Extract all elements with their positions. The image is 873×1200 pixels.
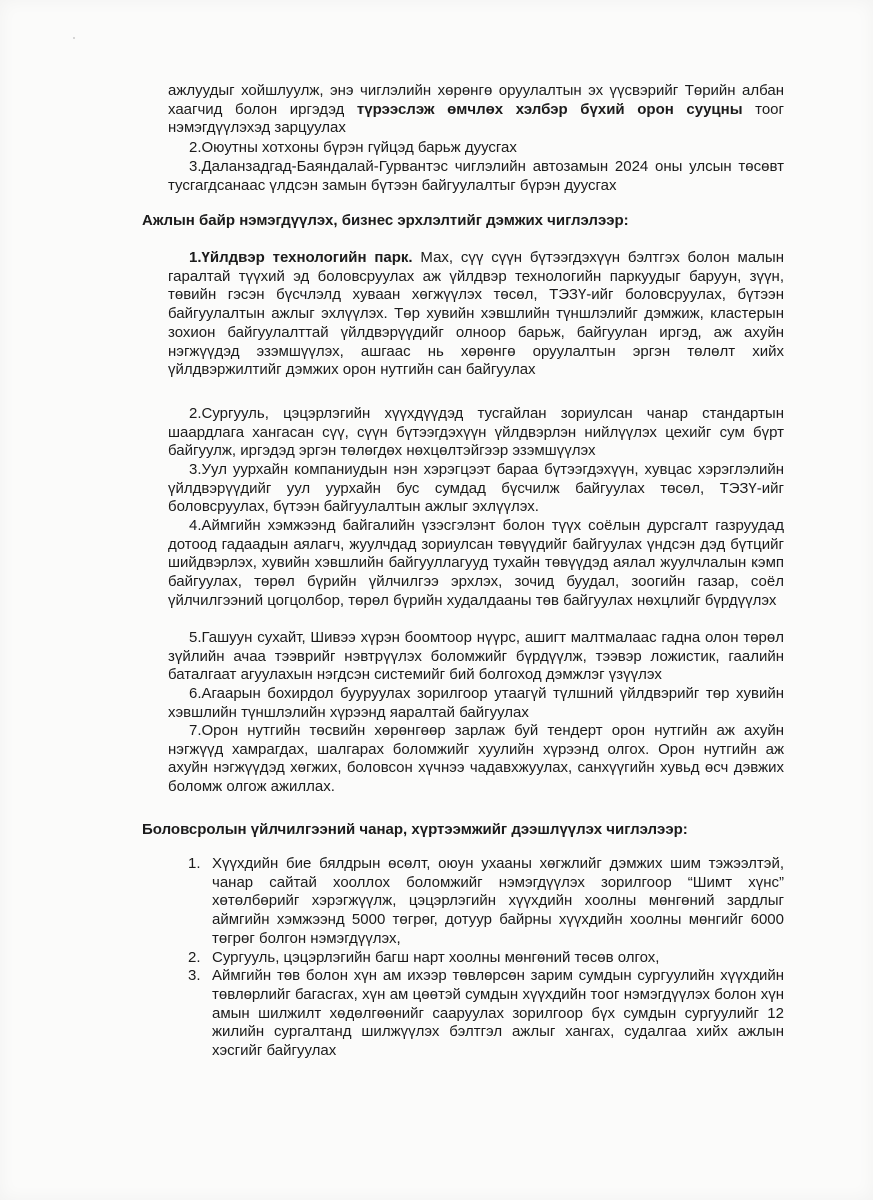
intro-item-3: 3.Даланзадгад-Баяндалай-Гурвантэс чиглэлийн автозамын 2024 оны улсын төсөвт тусгагдсанаас үлдсэн замын бүтээн байгуулалтыг бүрэн дуусгах — [168, 158, 784, 194]
jobs-item-1-lead: 1.Үйлдвэр технологийн парк. — [189, 249, 413, 266]
jobs-item-7: 7.Орон нутгийн төсвийн хөрөнгөөр зарлаж буй тендерт орон нутгийн аж ахуйн нэгжүүд хамрагдах, шалгарах боломжийг хуулийн хүрээнд олгох. Орон нутгийн аж ахуйн нэгжүүдэд хөгжих, боловсон хүчнээ чадавхжуулах, санхүүгийн хувьд өсч дэвжих боломж олгож ажиллах. — [168, 722, 784, 796]
list-item — [168, 949, 784, 968]
list-item-number: 2. — [188, 948, 201, 966]
intro-bold-text: түрээслэж өмчлөх хэлбэр бүхий орон сууцны — [356, 100, 743, 118]
intro-text-1: ажлуудыг хойшлуулж, энэ чиглэлийн хөрөнгө оруулалтын эх үүсвэрийг Төрийн албан хаагчид болон иргэдэд — [168, 82, 784, 118]
list-item — [168, 967, 784, 1061]
jobs-item-5: 5.Гашуун сухайт, Шивээ хүрэн боомтоор нүүрс, ашигт малтмалаас гадна олон төрөл зүйлийн ачаа тээврийг нэвтрүүлэх боломжийг бүрдүүлж, тээвэр ложистик, гаалийн баталгаат агуулахын нэгдсэн системийг бий болгоход дэмжлэг үзүүлэх — [168, 629, 784, 684]
section-heading-education: Боловсролын үйлчилгээний чанар, хүртээмжийг дээшлүүлэх чиглэлээр: — [142, 821, 688, 838]
jobs-item-3: 3.Уул уурхайн компаниудын нэн хэрэгцээт бараа бүтээгдэхүүн, хувцас хэрэглэлийн үйлдвэрүүдийг уул уурхайн бус сумдад бүсчилж байгуулах төсөл, ТЭЗҮ-ийг боловсруулах, бүтээн байгуулалтын ажлыг эхлүүлэх. — [168, 461, 784, 516]
education-list — [168, 855, 784, 1061]
jobs-item-6: 6.Агаарын бохирдол бууруулах зорилгоор утаагүй түлшний үйлдвэрийг төр хувийн хэвшлийн түншлэлийн хүрээнд яаралтай байгуулах — [168, 685, 784, 721]
list-item-number: 1. — [188, 855, 201, 872]
intro-item-2: 2.Оюутны хотхоны бүрэн гүйцэд барьж дуусгах — [189, 139, 517, 156]
jobs-item-4: 4.Аймгийн хэмжээнд байгалийн үзэсгэлэнт болон түүх соёлын дурсгалт газруудад дотоод гадаадын аялагч, жуулчдад зориулсан төвүүдийг байгуулах үндсэн дэд бүтцийг шийдвэрлэх, хувийн хэвшлийн байгууллагууд тухайн төвүүдэд аялал жуулчлалын кэмп байгуулах, төрөл бүрийн үйлчилгээ эрхлэх, зочид буудал, зоогийн газар, соёл үйлчилгээний цогцолбор, төрөл бүрийн худалдааны төв байгуулах нөхцлийг бүрдүүлэх — [168, 517, 784, 609]
list-item-text: Хүүхдийн бие бялдрын өсөлт, оюун ухааны хөгжлийг дэмжих шим тэжээлтэй, чанар сайтай хооллох боломжийг нэмэгдүүлэх зорилгоор “Шимт хүнс” хөтөлбөрийг хэрэгжүүлж, цэцэрлэгийн хүүхдийн хоолны мөнгөний зардлыг аймгийн хэмжээнд 5000 төгрөг, дотуур байрны хүүхдийн хоолны мөнгийг 6000 төгрөг болгон нэмэгдүүлэх, — [212, 855, 784, 947]
jobs-item-1 — [168, 249, 784, 380]
intro-paragraph — [168, 82, 784, 138]
list-item-text: Сургууль, цэцэрлэгийн багш нарт хоолны мөнгөний төсөв олгох, — [212, 948, 660, 966]
list-item — [168, 855, 784, 949]
jobs-item-2: 2.Сургууль, цэцэрлэгийн хүүхдүүдэд тусгайлан зориулсан чанар стандартын шаардлага хангасан сүү, сүүн бүтээгдэхүүн үйлдвэрлэн нийлүүлэх цехийг сум бүрт байгуулж, иргэдэд эргэн төлөгдөх нөхцөлтэйгээр эзэмшүүлэх — [168, 405, 784, 460]
scan-speck — [73, 37, 75, 39]
list-item-number: 3. — [188, 967, 201, 985]
list-item-text: Аймгийн төв болон хүн ам ихээр төвлөрсөн зарим сумдын сургуулийн хүүхдийн төвлөрлийг багасгах, хүн ам цөөтэй сумдын хүүхдийн тоог нэмэгдүүлэх болон хүн амын шилжилт хөдөлгөөнийг сааруулах зорилгоор бүх сумдын сургуулийг 12 жилийн сургалтанд шилжүүлэх бэлтгэл ажлыг хангах, судалгаа хийх ажлын хэсгийг байгуулах — [212, 967, 784, 1060]
section-heading-jobs: Ажлын байр нэмэгдүүлэх, бизнес эрхлэлтийг дэмжих чиглэлээр: — [142, 212, 629, 229]
intro-text-2: тоог нэмэгдүүлэхэд зарцуулах — [168, 100, 784, 137]
jobs-item-1-text: Мах, сүү сүүн бүтээгдэхүүн бэлтгэх болон малын гаралтай түүхий эд боловсруулах аж үйлдвэр технологийн паркуудыг баруун, зүүн, төвийн гэсэн бүсчлэлд хуваан хөгжүүлэх төсөл, ТЭЗҮ-ийг боловсруулах, бүтээн байгуулалтын ажлыг эхлүүлэх. Төр хувийн хэвшлийн түншлэлийг дэмжиж, кластерын зохион байгуулалттай үйлдвэрүүдийг олноор барьж, байгуулан иргэд, аж ахуйн нэгжүүдэд эзэмшүүлэх, ашгаас нь хөрөнгө оруулалтын эргэн төлөлт хийх үйлдвэржилтийг дэмжих орон нутгийн сан байгуулах — [168, 249, 784, 379]
